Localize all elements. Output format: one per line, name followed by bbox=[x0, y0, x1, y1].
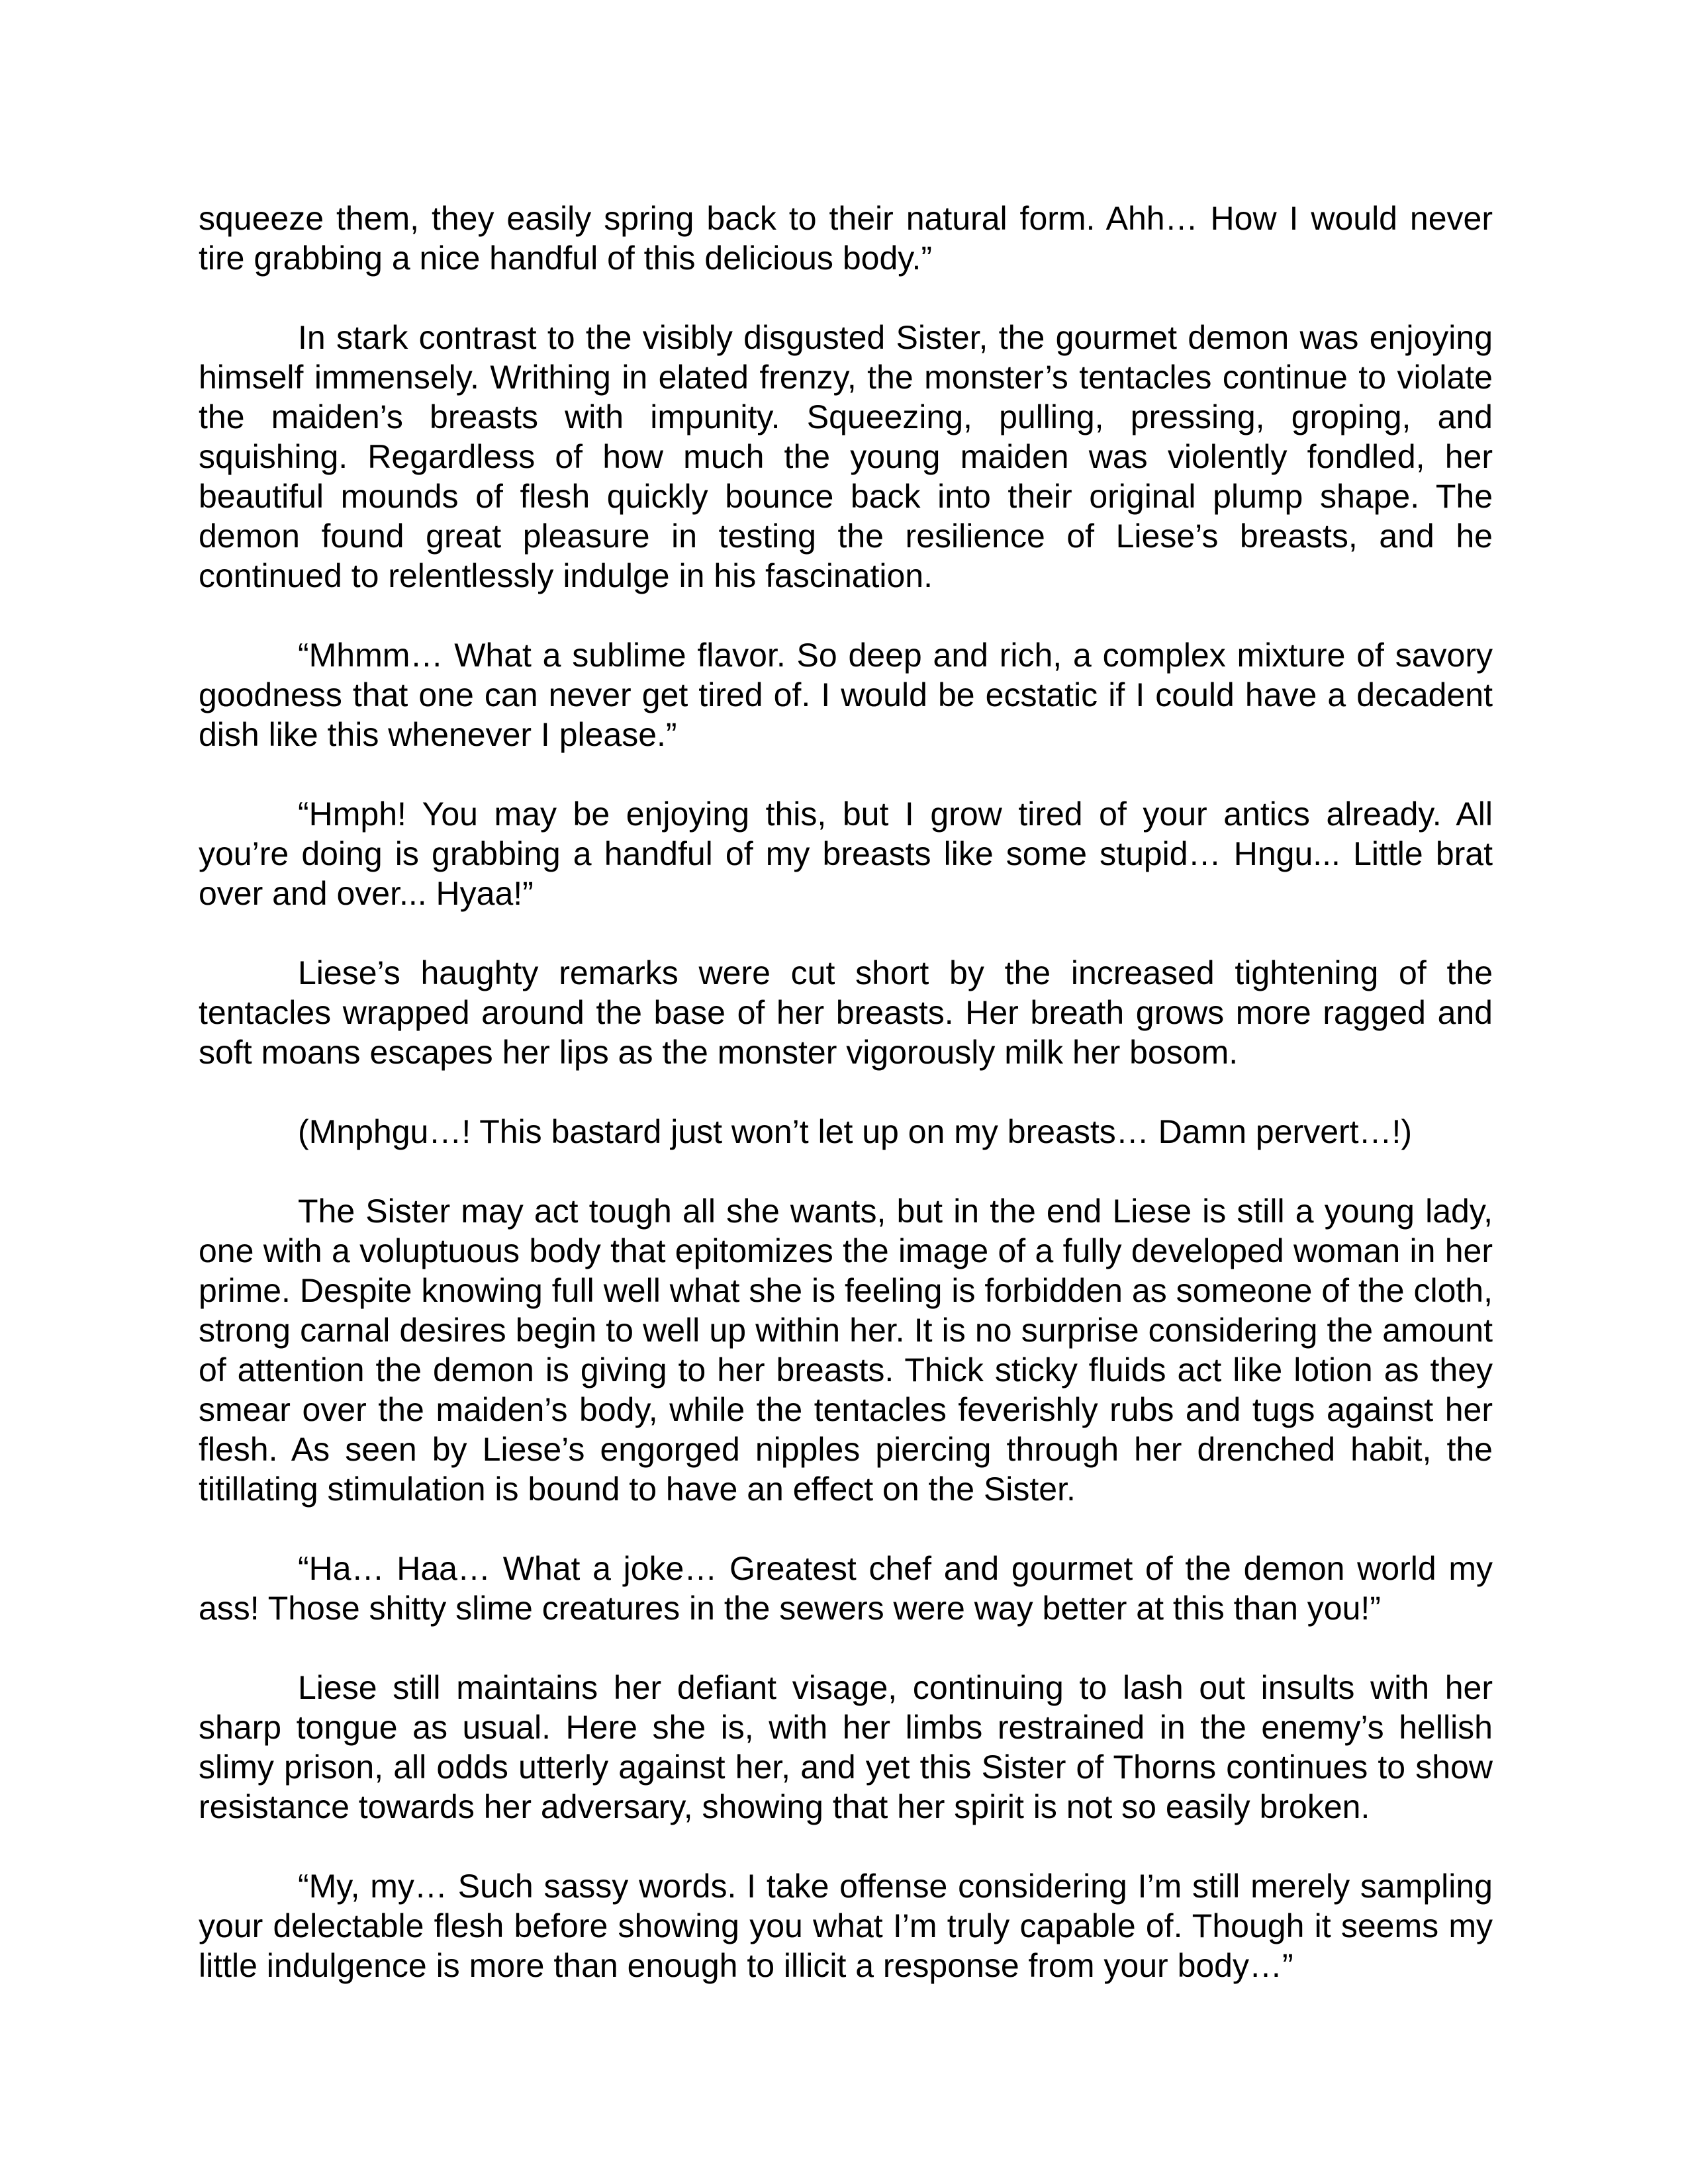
document-body bbox=[199, 199, 1493, 1985]
paragraph: squeeze them, they easily spring back to their natural form. Ahh… How I would never tire grabbing a nice handful of this delicious body.” bbox=[199, 200, 1493, 277]
paragraph: In stark contrast to the visibly disgusted Sister, the gourmet demon was enjoying himself immensely. Writhing in elated frenzy, the monster’s tentacles continue to violate the maiden’s breasts with impunity. Squeezing, pulling, pressing, groping, and squishing. Regardless of how much the young maiden was violently fondled, her beautiful mounds of flesh quickly bounce back into their original plump shape. The demon found great pleasure in testing the resilience of Liese’s breasts, and he continued to relentlessly indulge in his fascination. bbox=[199, 319, 1493, 594]
paragraph: Liese’s haughty remarks were cut short by the increased tightening of the tentacles wrapped around the base of her breasts. Her breath grows more ragged and soft moans escapes her lips as the monster vigorously milk her bosom. bbox=[199, 954, 1493, 1071]
paragraph: (Mnphgu…! This bastard just won’t let up on my breasts… Damn pervert…!) bbox=[298, 1113, 1413, 1150]
paragraph: The Sister may act tough all she wants, but in the end Liese is still a young lady, one with a voluptuous body that epitomizes the image of a fully developed woman in her prime. Despite knowing full well what she is feeling is forbidden as someone of the cloth, strong carnal desires begin to well up within her. It is no surprise considering the amount of attention the demon is giving to her breasts. Thick sticky fluids act like lotion as they smear over the maiden’s body, while the tentacles feverishly rubs and tugs against her flesh. As seen by Liese’s engorged nipples piercing through her drenched habit, the titillating stimulation is bound to have an effect on the Sister. bbox=[199, 1193, 1493, 1508]
paragraph: “Mhmm… What a sublime flavor. So deep and rich, a complex mixture of savory goodness that one can never get tired of. I would be ecstatic if I could have a decadent dish like this whenever I please.” bbox=[199, 637, 1493, 753]
paragraph: Liese still maintains her defiant visage, continuing to lash out insults with her sharp tongue as usual. Here she is, with her limbs restrained in the enemy’s hellish slimy prison, all odds utterly against her, and yet this Sister of Thorns continues to show resistance towards her adversary, showing that her spirit is not so easily broken. bbox=[199, 1669, 1493, 1825]
paragraph: “My, my… Such sassy words. I take offense considering I’m still merely sampling your delectable flesh before showing you what I’m truly capable of. Though it seems my little indulgence is more than enough to illicit a response from your body…” bbox=[199, 1868, 1493, 1984]
paragraph: “Hmph! You may be enjoying this, but I grow tired of your antics already. All you’re doing is grabbing a handful of my breasts like some stupid… Hngu... Little brat over and over... Hyaa!” bbox=[199, 796, 1493, 912]
paragraph: “Ha… Haa… What a joke… Greatest chef and gourmet of the demon world my ass! Those shitty slime creatures in the sewers were way better at this than you!” bbox=[199, 1550, 1493, 1627]
